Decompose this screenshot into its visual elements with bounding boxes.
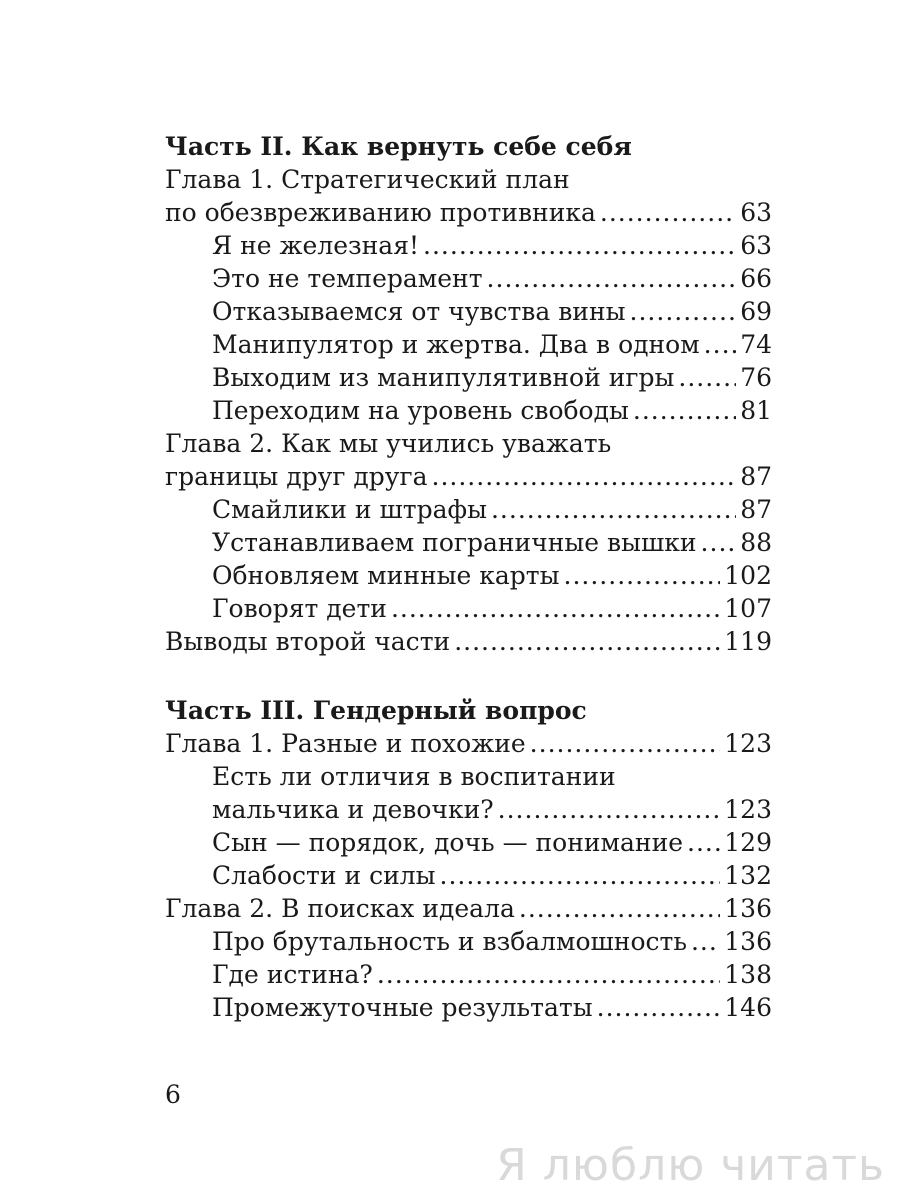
toc-entry — [165, 892, 772, 925]
entry-page: 146 — [724, 993, 772, 1022]
entry-page: 69 — [740, 297, 772, 326]
entry-page: 123 — [724, 795, 772, 824]
entry-title: Смайлики и штрафы — [212, 495, 487, 524]
entry-title: Где истина? — [212, 960, 373, 989]
dot-leader — [377, 958, 720, 991]
toc-entry — [165, 859, 772, 892]
entry-title: Говорят дети — [212, 594, 387, 623]
entry-page: 63 — [740, 231, 772, 260]
entry-title: Переходим на уровень свободы — [212, 396, 629, 425]
entry-title: Обновляем минные карты — [212, 561, 560, 590]
entry-title: Я не железная! — [212, 231, 420, 260]
entry-title: Слабости и силы — [212, 861, 436, 890]
dot-leader — [530, 727, 721, 760]
toc-entry — [165, 295, 772, 328]
toc-entry — [165, 328, 772, 361]
toc-entry — [165, 526, 772, 559]
entry-page: 136 — [724, 894, 772, 923]
dot-leader — [491, 493, 736, 526]
entry-title: Манипулятор и жертва. Два в одном — [212, 330, 700, 359]
entry-page: 87 — [740, 462, 772, 491]
entry-title: Про брутальность и взбалмошность — [212, 927, 687, 956]
dot-leader — [423, 229, 736, 262]
entry-page: 63 — [740, 198, 772, 227]
entry-title: Глава 1. Разные и похожие — [165, 729, 526, 758]
dot-leader — [498, 793, 721, 826]
entry-page: 74 — [740, 330, 772, 359]
entry-title: Это не темперамент — [212, 264, 483, 293]
entry-page: 119 — [724, 627, 772, 656]
dot-leader — [487, 262, 737, 295]
dot-leader — [454, 625, 720, 658]
entry-title: границы друг друга — [165, 462, 428, 491]
entry-title: Глава 2. В поисках идеала — [165, 894, 515, 923]
toc-entry — [165, 958, 772, 991]
entry-title: по обезвреживанию противника — [165, 198, 596, 227]
entry-page: 129 — [724, 828, 772, 857]
chapter-title-line: Глава 2. Как мы учились уважать — [165, 429, 612, 458]
dot-leader — [391, 592, 720, 625]
toc-entry — [165, 262, 772, 295]
toc-entry — [165, 493, 772, 526]
dot-leader — [633, 394, 736, 427]
toc-entry — [165, 196, 772, 229]
entry-page: 107 — [724, 594, 772, 623]
toc-entry — [165, 361, 772, 394]
dot-leader — [432, 460, 737, 493]
toc-entry — [165, 727, 772, 760]
dot-leader — [597, 991, 721, 1024]
entry-page: 123 — [724, 729, 772, 758]
entry-title-line: Есть ли отличия в воспитании — [212, 762, 616, 791]
toc-entry — [165, 460, 772, 493]
entry-page: 136 — [724, 927, 772, 956]
toc-entry — [165, 826, 772, 859]
dot-leader — [687, 826, 720, 859]
entry-title: Сын — порядок, дочь — понимание — [212, 828, 684, 857]
dot-leader — [678, 361, 736, 394]
toc-entry — [165, 394, 772, 427]
part-2-title: Часть II. Как вернуть себе себя — [165, 132, 632, 161]
watermark: Я люблю читать — [496, 1140, 885, 1191]
entry-page: 81 — [740, 396, 772, 425]
entry-page: 138 — [724, 960, 772, 989]
toc-entry — [165, 559, 772, 592]
dot-leader — [564, 559, 721, 592]
dot-leader — [440, 859, 721, 892]
dot-leader — [519, 892, 720, 925]
dot-leader — [600, 196, 736, 229]
dot-leader — [630, 295, 737, 328]
dot-leader — [701, 526, 737, 559]
entry-title: Отказываемся от чувства вины — [212, 297, 626, 326]
toc-entry — [165, 592, 772, 625]
toc-entry — [165, 229, 772, 262]
part-3-title: Часть III. Гендерный вопрос — [165, 696, 587, 725]
page-number: 6 — [165, 1080, 181, 1109]
dot-leader — [691, 925, 720, 958]
entry-page: 132 — [724, 861, 772, 890]
dot-leader — [704, 328, 737, 361]
table-of-contents — [165, 130, 772, 1024]
entry-page: 76 — [740, 363, 772, 392]
entry-title: Выходим из манипулятивной игры — [212, 363, 675, 392]
entry-page: 102 — [724, 561, 772, 590]
chapter-title-line: Глава 1. Стратегический план — [165, 165, 570, 194]
toc-entry — [165, 925, 772, 958]
entry-page: 87 — [740, 495, 772, 524]
entry-title: Устанавливаем пограничные вышки — [212, 528, 697, 557]
entry-page: 66 — [740, 264, 772, 293]
entry-title: Выводы второй части — [165, 627, 451, 656]
toc-entry — [165, 793, 772, 826]
entry-title: Промежуточные результаты — [212, 993, 593, 1022]
entry-page: 88 — [740, 528, 772, 557]
toc-entry — [165, 625, 772, 658]
section-spacer — [165, 658, 772, 694]
toc-entry — [165, 991, 772, 1024]
entry-title: мальчика и девочки? — [212, 795, 494, 824]
